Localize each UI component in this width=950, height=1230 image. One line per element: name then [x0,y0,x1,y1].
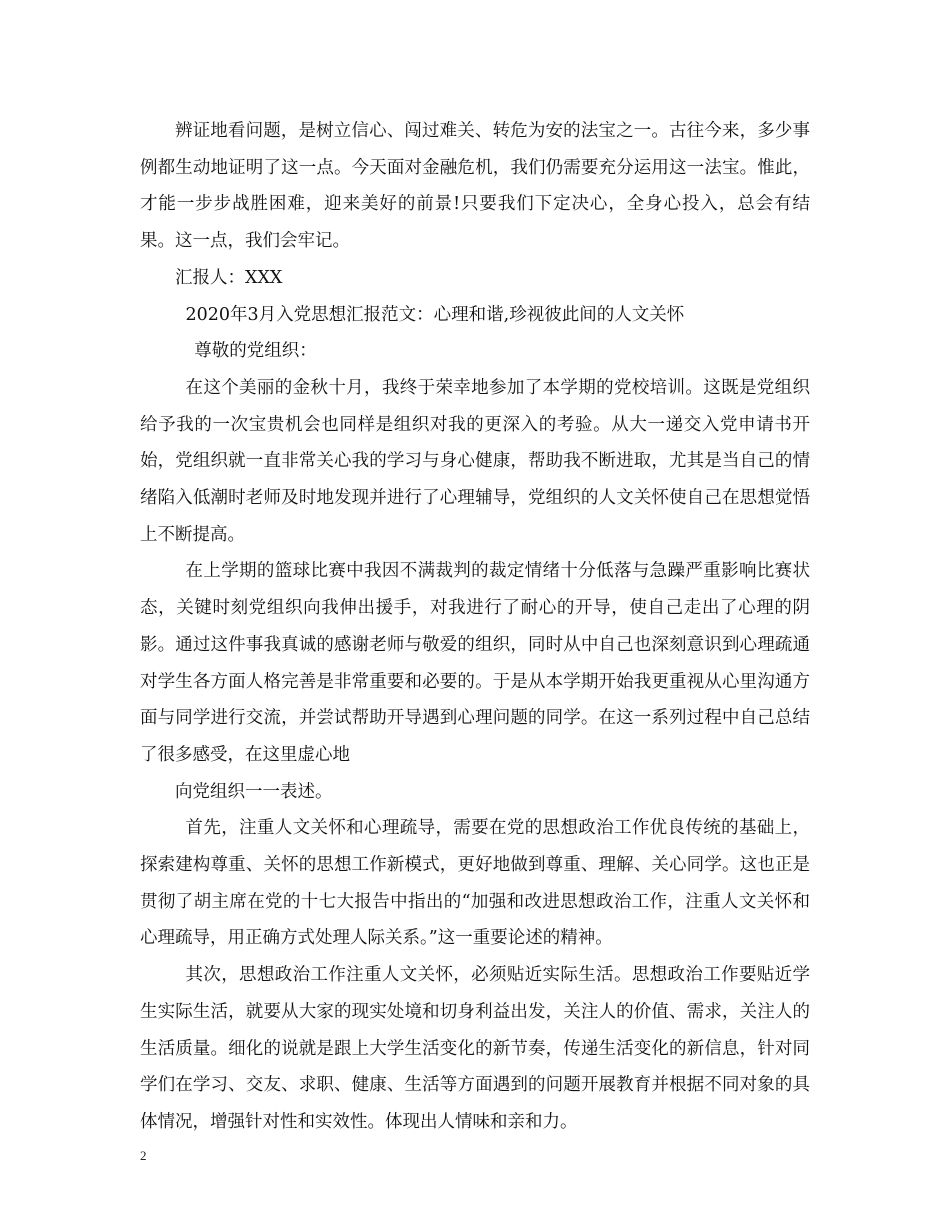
paragraph-party-school: 在这个美丽的金秋十月，我终于荣幸地参加了本学期的党校培训。这既是党组织给予我的一次宝贵机会也同样是组织对我的更深入的考验。从大一递交入党申请书开始，党组织就一直非常关心我的学习与身心健康，帮助我不断进取，尤其是当自己的情绪陷入低潮时老师及时地发现并进行了心理辅导，党组织的人文关怀使自己在思想觉悟上不断提高。 [140,377,810,545]
report-title: 2020年3月入党思想汇报范文：心理和谐,珍视彼此间的人文关怀 [185,304,685,325]
paragraph-basketball: 在上学期的篮球比赛中我因不满裁判的裁定情绪十分低落与急躁严重影响比赛状态，关键时刻党组织向我伸出援手，对我进行了耐心的开导，使自己走出了心理的阴影。通过这件事我真诚的感谢老师与敬爱的组织，同时从中自己也深刻意识到心理疏通对学生各方面人格完善是非常重要和必要的。于是从本学期开始我更重视从心里沟通方面与同学进行交流，并尝试帮助开导遇到心理问题的同学。在这一系列过程中自己总结了很多感受，在这里虚心地 [140,561,810,765]
paragraph-first-point: 首先，注重人文关怀和心理疏导，需要在党的思想政治工作优良传统的基础上，探索建构尊重、关怀的思想工作新模式，更好地做到尊重、理解、关心同学。这也正是贯彻了胡主席在党的十七大报告中指出的“加强和改进思想政治工作，注重人文关怀和心理疏导，用正确方式处理人际关系。”这一重要论述的精神。 [140,818,810,949]
paragraph-second-point: 其次，思想政治工作注重人文关怀，必须贴近实际生活。思想政治工作要贴近学生实际生活，就要从大家的现实处境和切身利益出发，关注人的价值、需求，关注人的生活质量。细化的说就是跟上大学生活变化的新节奏，传递生活变化的新信息，针对同学们在学习、交友、求职、健康、生活等方面遇到的问题开展教育并根据不同对象的具体情况，增强针对性和实效性。体现出人情味和亲和力。 [140,965,810,1132]
paragraph-continuation: 向党组织一一表述。 [175,781,333,802]
salutation: 尊敬的党组织： [194,341,317,362]
reporter-line: 汇报人：XXX [175,267,283,288]
paragraph-dialectical-view: 辨证地看问题，是树立信心、闯过难关、转危为安的法宝之一。古往今来，多少事例都生动地证明了这一点。今天面对金融危机，我们仍需要充分运用这一法宝。惟此，才能一步步战胜困难，迎来美好的前景!只要我们下定决心，全身心投入，总会有结果。这一点，我们会牢记。 [140,121,810,252]
document-body [140,113,810,1141]
page-number: 2 [140,1148,147,1163]
